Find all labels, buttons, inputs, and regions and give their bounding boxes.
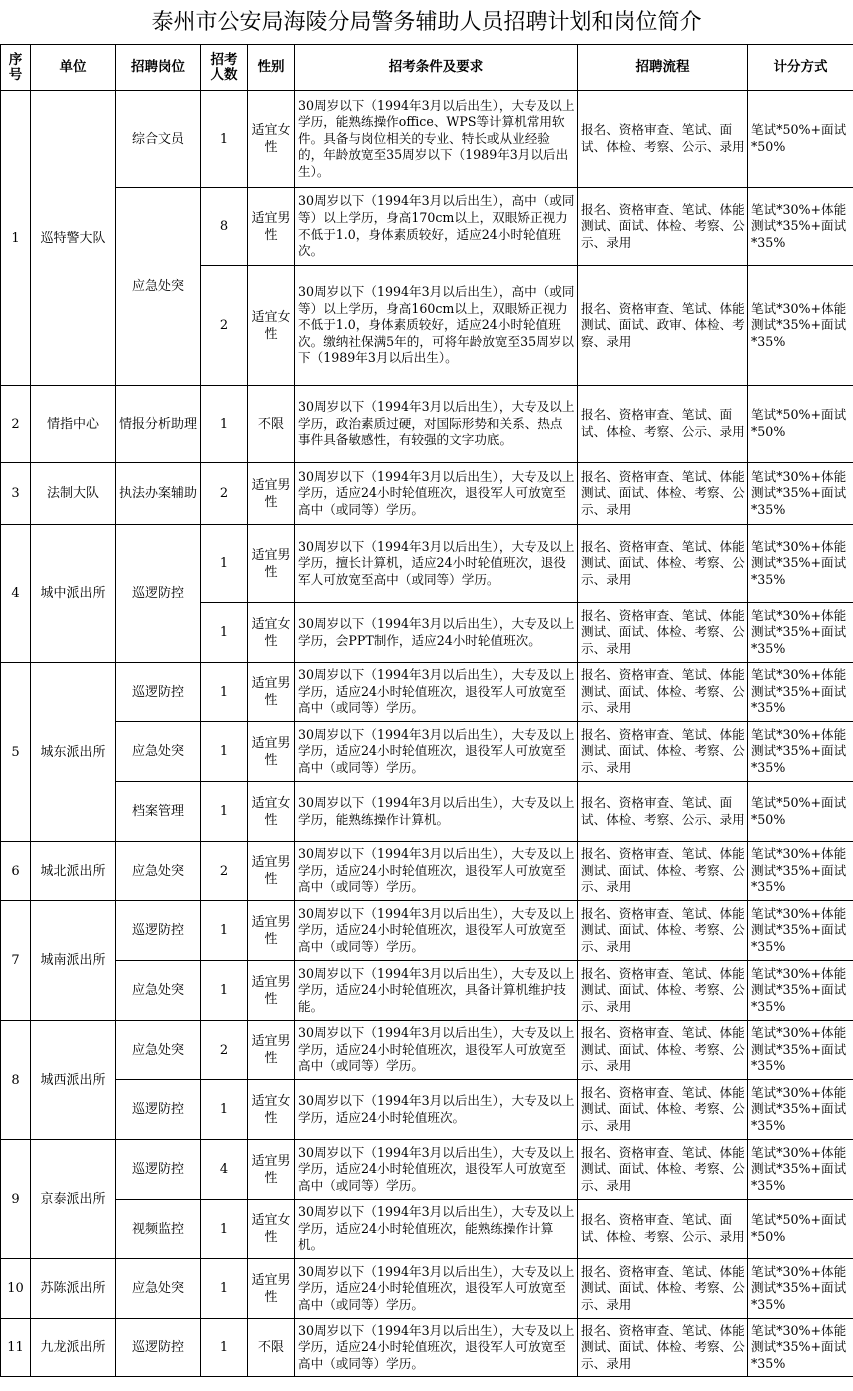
cell-count: 1	[201, 1319, 248, 1377]
cell-requirements: 30周岁以下（1994年3月以后出生），大专及以上学历，适应24小时轮值班次，退役军人可放宽至高中（或同等）学历。	[295, 842, 578, 901]
cell-gender: 适宜女性	[248, 603, 295, 663]
cell-no: 3	[1, 463, 31, 525]
cell-position: 巡逻防控	[116, 1140, 201, 1200]
cell-gender: 适宜男性	[248, 663, 295, 722]
table-row	[1, 463, 853, 525]
cell-position: 巡逻防控	[116, 1319, 201, 1377]
cell-position: 档案管理	[116, 782, 201, 842]
cell-count: 2	[201, 463, 248, 525]
cell-scoring: 笔试*50%+面试*50%	[748, 91, 853, 188]
cell-scoring: 笔试*30%+体能测试*35%+面试*35%	[748, 1319, 853, 1377]
table-row	[1, 1319, 853, 1377]
cell-position: 应急处突	[116, 188, 201, 386]
cell-count: 1	[201, 603, 248, 663]
cell-unit: 九龙派出所	[31, 1319, 116, 1377]
cell-process: 报名、资格审查、笔试、体能测试、面试、体检、考察、公示、录用	[578, 525, 748, 603]
cell-position: 应急处突	[116, 961, 201, 1021]
cell-no: 10	[1, 1259, 31, 1319]
cell-no: 7	[1, 901, 31, 1021]
cell-scoring: 笔试*30%+体能测试*35%+面试*35%	[748, 188, 853, 266]
table-row	[1, 901, 853, 961]
cell-scoring: 笔试*50%+面试*50%	[748, 386, 853, 463]
cell-requirements: 30周岁以下（1994年3月以后出生），大专及以上学历，适应24小时轮值班次。	[295, 1080, 578, 1140]
header-count-bottom: 人数	[210, 66, 238, 83]
cell-count: 1	[201, 782, 248, 842]
cell-gender: 适宜女性	[248, 782, 295, 842]
header-scoring: 计分方式	[748, 45, 853, 91]
table-row	[1, 188, 853, 266]
cell-process: 报名、资格审查、笔试、面试、体检、考察、公示、录用	[578, 91, 748, 188]
cell-gender: 适宜男性	[248, 1259, 295, 1319]
cell-scoring: 笔试*30%+体能测试*35%+面试*35%	[748, 1021, 853, 1080]
cell-no: 5	[1, 663, 31, 842]
cell-requirements: 30周岁以下（1994年3月以后出生），大专及以上学历，适应24小时轮值班次，具备计算机维护技能。	[295, 961, 578, 1021]
cell-process: 报名、资格审查、笔试、体能测试、面试、体检、考察、公示、录用	[578, 722, 748, 782]
cell-gender: 适宜男性	[248, 463, 295, 525]
cell-process: 报名、资格审查、笔试、体能测试、面试、体检、考察、公示、录用	[578, 1319, 748, 1377]
cell-gender: 适宜女性	[248, 1200, 295, 1259]
cell-process: 报名、资格审查、笔试、体能测试、面试、体检、考察、公示、录用	[578, 961, 748, 1021]
header-position: 招聘岗位	[116, 45, 201, 91]
cell-position: 巡逻防控	[116, 901, 201, 961]
cell-position: 巡逻防控	[116, 1080, 201, 1140]
cell-requirements: 30周岁以下（1994年3月以后出生），高中（或同等）以上学历，身高160cm以上，双眼矫正视力不低于1.0，身体素质较好，适应24小时轮值班次。缴纳社保满5年的，可将年龄放宽至35周岁以下（1989年3月以后出生）。	[295, 266, 578, 386]
cell-gender: 适宜男性	[248, 901, 295, 961]
cell-position: 应急处突	[116, 722, 201, 782]
cell-unit: 情指中心	[31, 386, 116, 463]
cell-requirements: 30周岁以下（1994年3月以后出生），大专及以上学历，适应24小时轮值班次，能熟练操作计算机。	[295, 1200, 578, 1259]
recruitment-table	[0, 44, 853, 1377]
cell-requirements: 30周岁以下（1994年3月以后出生），大专及以上学历，适应24小时轮值班次，退役军人可放宽至高中（或同等）学历。	[295, 722, 578, 782]
table-row	[1, 1021, 853, 1080]
page-title: 泰州市公安局海陵分局警务辅助人员招聘计划和岗位简介	[151, 10, 702, 35]
table-row	[1, 1259, 853, 1319]
table-row	[1, 663, 853, 722]
cell-process: 报名、资格审查、笔试、体能测试、面试、体检、考察、公示、录用	[578, 663, 748, 722]
cell-gender: 适宜男性	[248, 188, 295, 266]
cell-count: 1	[201, 91, 248, 188]
cell-count: 8	[201, 188, 248, 266]
cell-gender: 不限	[248, 1319, 295, 1377]
cell-unit: 苏陈派出所	[31, 1259, 116, 1319]
cell-scoring: 笔试*30%+体能测试*35%+面试*35%	[748, 1140, 853, 1200]
cell-position: 执法办案辅助	[116, 463, 201, 525]
cell-requirements: 30周岁以下（1994年3月以后出生），大专及以上学历，适应24小时轮值班次，退役军人可放宽至高中（或同等）学历。	[295, 1021, 578, 1080]
table-row	[1, 722, 853, 782]
cell-gender: 适宜男性	[248, 722, 295, 782]
cell-scoring: 笔试*30%+体能测试*35%+面试*35%	[748, 961, 853, 1021]
cell-scoring: 笔试*30%+体能测试*35%+面试*35%	[748, 1259, 853, 1319]
cell-position: 视频监控	[116, 1200, 201, 1259]
cell-scoring: 笔试*30%+体能测试*35%+面试*35%	[748, 463, 853, 525]
cell-unit: 城东派出所	[31, 663, 116, 842]
cell-process: 报名、资格审查、笔试、体能测试、面试、体检、考察、公示、录用	[578, 603, 748, 663]
table-row	[1, 1200, 853, 1259]
cell-count: 1	[201, 663, 248, 722]
cell-process: 报名、资格审查、笔试、面试、体检、考察、公示、录用	[578, 1200, 748, 1259]
cell-unit: 法制大队	[31, 463, 116, 525]
cell-no: 1	[1, 91, 31, 386]
cell-no: 11	[1, 1319, 31, 1377]
cell-requirements: 30周岁以下（1994年3月以后出生），大专及以上学历，会PPT制作，适应24小时轮值班次。	[295, 603, 578, 663]
cell-requirements: 30周岁以下（1994年3月以后出生），大专及以上学历，能熟练操作计算机。	[295, 782, 578, 842]
cell-no: 2	[1, 386, 31, 463]
header-count-top: 招考	[210, 51, 238, 68]
cell-no: 6	[1, 842, 31, 901]
cell-no: 9	[1, 1140, 31, 1259]
table-row	[1, 386, 853, 463]
table-row	[1, 842, 853, 901]
cell-requirements: 30周岁以下（1994年3月以后出生），大专及以上学历，适应24小时轮值班次，退役军人可放宽至高中（或同等）学历。	[295, 1140, 578, 1200]
cell-gender: 适宜女性	[248, 1080, 295, 1140]
cell-position: 巡逻防控	[116, 663, 201, 722]
header-unit: 单位	[31, 45, 116, 91]
cell-gender: 适宜男性	[248, 842, 295, 901]
cell-count: 1	[201, 722, 248, 782]
cell-scoring: 笔试*30%+体能测试*35%+面试*35%	[748, 525, 853, 603]
cell-scoring: 笔试*30%+体能测试*35%+面试*35%	[748, 663, 853, 722]
cell-count: 1	[201, 1259, 248, 1319]
cell-count: 1	[201, 901, 248, 961]
cell-scoring: 笔试*30%+体能测试*35%+面试*35%	[748, 266, 853, 386]
table-row	[1, 1080, 853, 1140]
cell-process: 报名、资格审查、笔试、体能测试、面试、政审、体检、考察、录用	[578, 266, 748, 386]
cell-count: 1	[201, 386, 248, 463]
table-row	[1, 961, 853, 1021]
cell-scoring: 笔试*30%+体能测试*35%+面试*35%	[748, 901, 853, 961]
cell-process: 报名、资格审查、笔试、体能测试、面试、体检、考察、公示、录用	[578, 1021, 748, 1080]
cell-unit: 京泰派出所	[31, 1140, 116, 1259]
cell-gender: 适宜男性	[248, 1021, 295, 1080]
cell-count: 2	[201, 266, 248, 386]
cell-position: 综合文员	[116, 91, 201, 188]
cell-requirements: 30周岁以下（1994年3月以后出生），大专及以上学历，适应24小时轮值班次，退役军人可放宽至高中（或同等）学历。	[295, 1259, 578, 1319]
cell-requirements: 30周岁以下（1994年3月以后出生），大专及以上学历，适应24小时轮值班次，退役军人可放宽至高中（或同等）学历。	[295, 663, 578, 722]
header-process: 招聘流程	[578, 45, 748, 91]
cell-count: 2	[201, 1021, 248, 1080]
cell-process: 报名、资格审查、笔试、体能测试、面试、体检、考察、公示、录用	[578, 1140, 748, 1200]
cell-unit: 城北派出所	[31, 842, 116, 901]
cell-position: 应急处突	[116, 1021, 201, 1080]
header-requirements: 招考条件及要求	[295, 45, 578, 91]
cell-requirements: 30周岁以下（1994年3月以后出生），高中（或同等）以上学历，身高170cm以上，双眼矫正视力不低于1.0，身体素质较好，适应24小时轮值班次。	[295, 188, 578, 266]
cell-count: 1	[201, 1080, 248, 1140]
cell-unit: 城中派出所	[31, 525, 116, 663]
cell-unit: 巡特警大队	[31, 91, 116, 386]
cell-gender: 适宜男性	[248, 961, 295, 1021]
cell-process: 报名、资格审查、笔试、体能测试、面试、体检、考察、公示、录用	[578, 188, 748, 266]
cell-position: 应急处突	[116, 842, 201, 901]
cell-process: 报名、资格审查、笔试、体能测试、面试、体检、考察、公示、录用	[578, 1259, 748, 1319]
cell-scoring: 笔试*30%+体能测试*35%+面试*35%	[748, 1080, 853, 1140]
cell-position: 应急处突	[116, 1259, 201, 1319]
cell-gender: 适宜男性	[248, 1140, 295, 1200]
cell-process: 报名、资格审查、笔试、面试、体检、考察、公示、录用	[578, 386, 748, 463]
cell-scoring: 笔试*30%+体能测试*35%+面试*35%	[748, 842, 853, 901]
cell-scoring: 笔试*30%+体能测试*35%+面试*35%	[748, 722, 853, 782]
cell-unit: 城南派出所	[31, 901, 116, 1021]
header-no: 序号	[1, 45, 31, 91]
cell-unit: 城西派出所	[31, 1021, 116, 1140]
table-row	[1, 91, 853, 188]
cell-no: 4	[1, 525, 31, 663]
cell-count: 2	[201, 842, 248, 901]
cell-scoring: 笔试*50%+面试*50%	[748, 1200, 853, 1259]
cell-no: 8	[1, 1021, 31, 1140]
cell-count: 1	[201, 525, 248, 603]
cell-process: 报名、资格审查、笔试、体能测试、面试、体检、考察、公示、录用	[578, 463, 748, 525]
cell-requirements: 30周岁以下（1994年3月以后出生），大专及以上学历，适应24小时轮值班次，退役军人可放宽至高中（或同等）学历。	[295, 901, 578, 961]
table-row	[1, 525, 853, 603]
cell-process: 报名、资格审查、笔试、体能测试、面试、体检、考察、公示、录用	[578, 842, 748, 901]
table-row	[1, 1140, 853, 1200]
cell-gender: 适宜女性	[248, 266, 295, 386]
cell-scoring: 笔试*30%+体能测试*35%+面试*35%	[748, 603, 853, 663]
header-count	[201, 45, 248, 91]
cell-requirements: 30周岁以下（1994年3月以后出生），大专及以上学历，政治素质过硬，对国际形势和关系、热点事件具备敏感性，有较强的文字功底。	[295, 386, 578, 463]
cell-gender: 不限	[248, 386, 295, 463]
cell-requirements: 30周岁以下（1994年3月以后出生），大专及以上学历，能熟练操作office、WPS等计算机常用软件。具备与岗位相关的专业、特长或从业经验的，年龄放宽至35周岁以下（1989年3月以后出生）。	[295, 91, 578, 188]
cell-requirements: 30周岁以下（1994年3月以后出生），大专及以上学历，适应24小时轮值班次，退役军人可放宽至高中（或同等）学历。	[295, 1319, 578, 1377]
cell-gender: 适宜女性	[248, 91, 295, 188]
cell-position: 情报分析助理	[116, 386, 201, 463]
cell-requirements: 30周岁以下（1994年3月以后出生），大专及以上学历，擅长计算机，适应24小时轮值班次，退役军人可放宽至高中（或同等）学历。	[295, 525, 578, 603]
cell-process: 报名、资格审查、笔试、体能测试、面试、体检、考察、公示、录用	[578, 901, 748, 961]
cell-count: 1	[201, 1200, 248, 1259]
header-gender: 性别	[248, 45, 295, 91]
cell-process: 报名、资格审查、笔试、面试、体检、考察、公示、录用	[578, 782, 748, 842]
cell-gender: 适宜男性	[248, 525, 295, 603]
cell-requirements: 30周岁以下（1994年3月以后出生），大专及以上学历，适应24小时轮值班次，退役军人可放宽至高中（或同等）学历。	[295, 463, 578, 525]
header-row	[1, 45, 853, 91]
cell-count: 4	[201, 1140, 248, 1200]
cell-count: 1	[201, 961, 248, 1021]
cell-process: 报名、资格审查、笔试、体能测试、面试、体检、考察、公示、录用	[578, 1080, 748, 1140]
cell-scoring: 笔试*50%+面试*50%	[748, 782, 853, 842]
table-row	[1, 782, 853, 842]
cell-position: 巡逻防控	[116, 525, 201, 663]
